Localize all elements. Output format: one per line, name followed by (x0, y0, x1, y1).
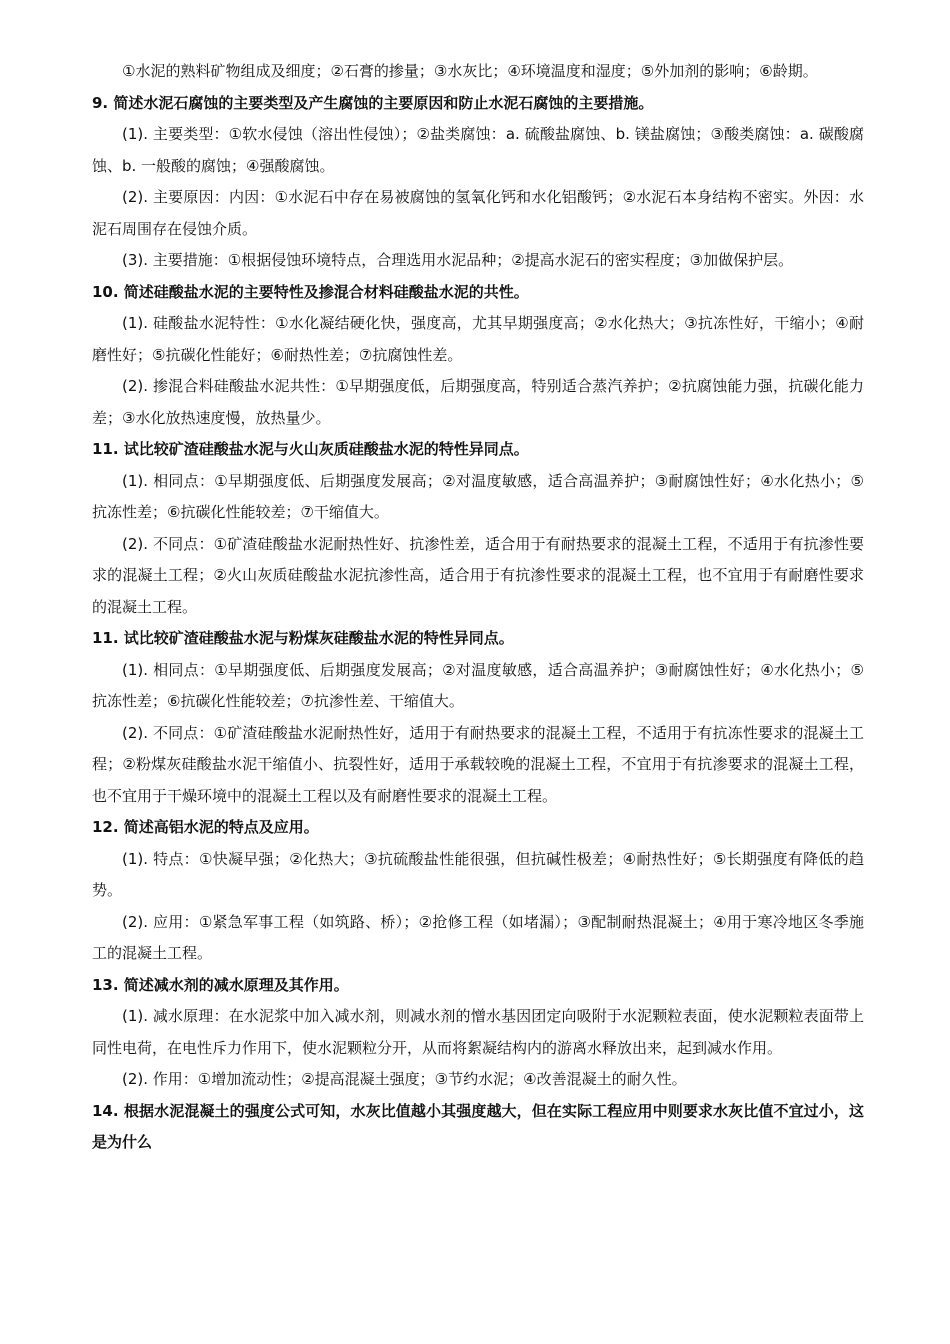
answer-11b-differences: (2). 不同点：①矿渣硅酸盐水泥耐热性好，适用于有耐热要求的混凝土工程，不适用于有抗冻性要求的混凝土工程；②粉煤灰硅酸盐水泥干缩值小、抗裂性好，适用于承载较晚的混凝土工程，不宜用于有抗渗要求的混凝土工程，也不宜用于干燥环境中的混凝土工程以及有耐磨性要求的混凝土工程。 (92, 723, 864, 805)
answer-9-causes: (2). 主要原因：内因：①水泥石中存在易被腐蚀的氢氧化钙和水化铝酸钙；②水泥石本身结构不密实。外因：水泥石周围存在侵蚀介质。 (92, 188, 864, 238)
question-14-heading: 14. 根据水泥混凝土的强度公式可知，水灰比值越小其强度越大，但在实际工程应用中则要求水灰比值不宜过小，这是为什么 (92, 1101, 864, 1151)
answer-9-measures: (3). 主要措施：①根据侵蚀环境特点，合理选用水泥品种；②提高水泥石的密实程度；③加做保护层。 (122, 251, 794, 269)
answer-13-effects: (2). 作用：①增加流动性；②提高混凝土强度；③节约水泥；④改善混凝土的耐久性。 (122, 1070, 687, 1088)
answer-9-types: (1). 主要类型：①软水侵蚀（溶出性侵蚀）；②盐类腐蚀：a. 硫酸盐腐蚀、b. 镁盐腐蚀；③酸类腐蚀：a. 碳酸腐蚀、b. 一般酸的腐蚀；④强酸腐蚀。 (92, 125, 864, 175)
question-11a-heading: 11. 试比较矿渣硅酸盐水泥与火山灰质硅酸盐水泥的特性异同点。 (92, 440, 529, 458)
question-13-heading: 13. 简述减水剂的减水原理及其作用。 (92, 975, 349, 994)
question-9-heading: 9. 简述水泥石腐蚀的主要类型及产生腐蚀的主要原因和防止水泥石腐蚀的主要措施。 (92, 93, 654, 112)
answer-13-principle: (1). 减水原理：在水泥浆中加入减水剂，则减水剂的憎水基因团定向吸附于水泥颗粒表面，使水泥颗粒表面带上同性电荷，在电性斥力作用下，使水泥颗粒分开，从而将絮凝结构内的游离水释放出来，起到减水作用。 (92, 1007, 864, 1057)
paragraph-hardening-factors: ①水泥的熟料矿物组成及细度；②石膏的掺量；③水灰比；④环境温度和湿度；⑤外加剂的影响；⑥龄期。 (122, 62, 818, 80)
answer-11a-differences: (2). 不同点：①矿渣硅酸盐水泥耐热性好、抗渗性差，适合用于有耐热要求的混凝土工程，不适用于有抗渗性要求的混凝土工程；②火山灰质硅酸盐水泥抗渗性高，适合用于有抗渗性要求的混凝土工程，也不宜用于有耐磨性要求的混凝土工程。 (92, 534, 864, 616)
question-10-heading: 10. 简述硅酸盐水泥的主要特性及掺混合材料硅酸盐水泥的共性。 (92, 282, 529, 301)
answer-12-applications: (2). 应用：①紧急军事工程（如筑路、桥）；②抢修工程（如堵漏）；③配制耐热混凝土；④用于寒冷地区冬季施工的混凝土工程。 (92, 912, 864, 962)
answer-11a-similarities: (1). 相同点：①早期强度低、后期强度发展高；②对温度敏感，适合高温养护；③耐腐蚀性好；④水化热小；⑤抗冻性差；⑥抗碳化性能较差；⑦干缩值大。 (92, 471, 864, 521)
answer-11b-similarities: (1). 相同点：①早期强度低、后期强度发展高；②对温度敏感，适合高温养护；③耐腐蚀性好；④水化热小；⑤抗冻性差；⑥抗碳化性能较差；⑦抗渗性差、干缩值大。 (92, 660, 864, 710)
answer-10-portland-properties: (1). 硅酸盐水泥特性：①水化凝结硬化快，强度高，尤其早期强度高；②水化热大；③抗冻性好，干缩小；④耐磨性好；⑤抗碳化性能好；⑥耐热性差；⑦抗腐蚀性差。 (92, 314, 864, 364)
question-12-heading: 12. 简述高铝水泥的特点及应用。 (92, 818, 319, 836)
question-11b-heading: 11. 试比较矿渣硅酸盐水泥与粉煤灰硅酸盐水泥的特性异同点。 (92, 629, 514, 647)
answer-12-features: (1). 特点：①快凝早强；②化热大；③抗硫酸盐性能很强，但抗碱性极差；④耐热性好；⑤长期强度有降低的趋势。 (92, 849, 864, 899)
answer-10-blended-commonality: (2). 掺混合料硅酸盐水泥共性：①早期强度低，后期强度高，特别适合蒸汽养护；②抗腐蚀能力强，抗碳化能力差；③水化放热速度慢，放热量少。 (92, 377, 864, 427)
